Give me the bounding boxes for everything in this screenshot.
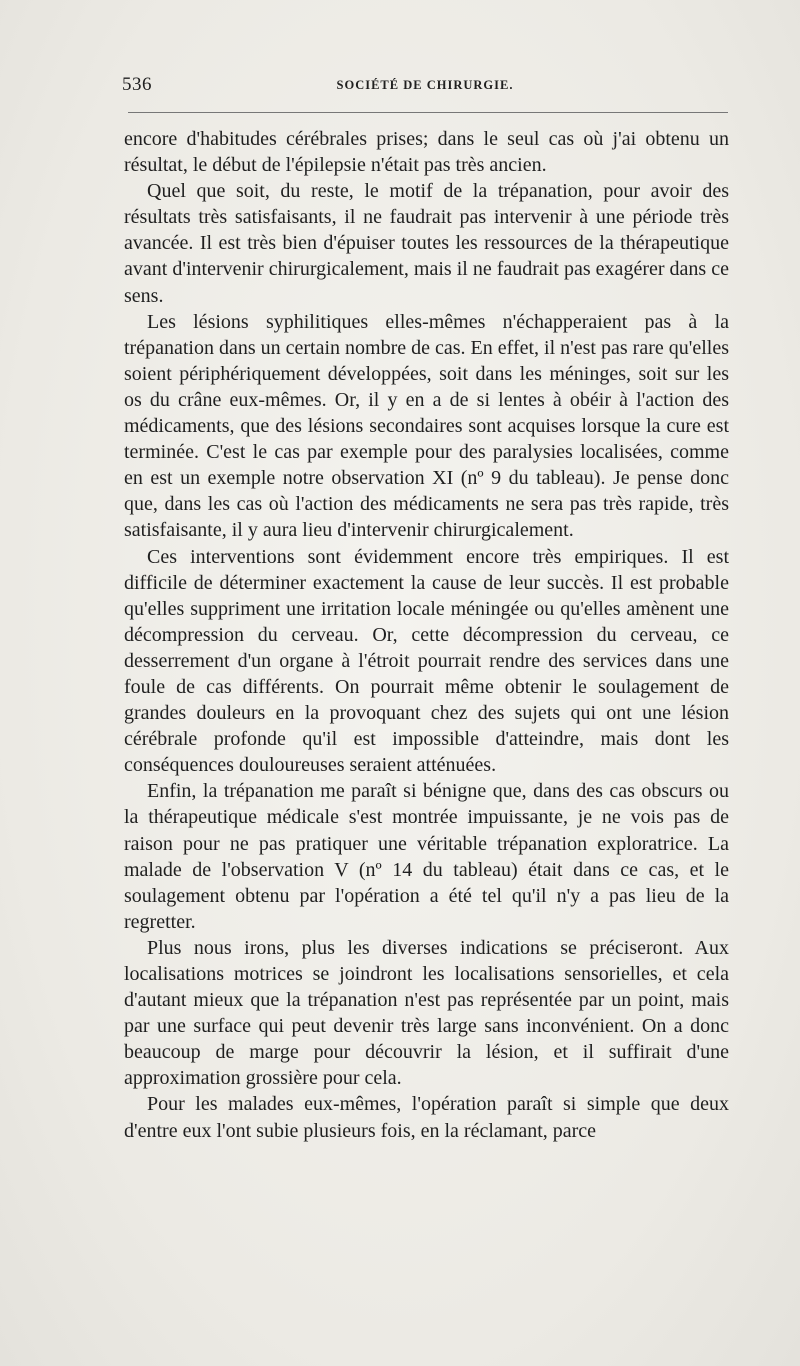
- paragraph: Plus nous irons, plus les diverses indications se préciseront. Aux localisations motrices se joindront les localisations sensorielles, et cela d'autant mieux que la trépanation n'est pas représentée par un point, mais par une surface qui peut devenir très large sans inconvénient. On a donc beaucoup de marge pour découvrir la lésion, et il suffirait d'une approximation grossière pour cela.: [124, 936, 729, 1090]
- paragraph: Quel que soit, du reste, le motif de la trépanation, pour avoir des résultats très satisfaisants, il ne faudrait pas intervenir à une période très avancée. Il est très bien d'épuiser toutes les ressources de la thérapeutique avant d'intervenir chirurgicalement, mais il ne faudrait pas exagérer dans ce sens.: [124, 180, 729, 307]
- paragraph: Enfin, la trépanation me paraît si bénigne que, dans des cas obscurs ou la thérapeutique médicale s'est montrée impuissante, je ne vois pas de raison pour ne pas pratiquer une véritable trépanation exploratrice. La malade de l'observation V (nº 14 du tableau) était dans ce cas, et le soulagement obtenu par l'opération a été tel qu'il n'y a pas lieu de la regretter.: [124, 780, 729, 933]
- paragraph: Pour les malades eux-mêmes, l'opération paraît si simple que deux d'entre eux l'ont subie plusieurs fois, en la réclamant, parce: [124, 1093, 729, 1142]
- paragraph: Les lésions syphilitiques elles-mêmes n'échapperaient pas à la trépanation dans un certain nombre de cas. En effet, il n'est pas rare qu'elles soient périphériquement développées, soit dans les méninges, soit sur les os du crâne eux-mêmes. Or, il y en a de si lentes à obéir à l'action des médicaments, que des lésions secondaires sont acquises lorsque la cure est terminée. C'est le cas par exemple pour des paralysies localisées, comme en est un exemple notre observation XI (nº 9 du tableau). Je pense donc que, dans les cas où l'action des médicaments ne sera pas très rapide, très satisfaisante, il y aura lieu d'intervenir chirurgicalement.: [124, 310, 729, 542]
- paragraph-continuation: encore d'habitudes cérébrales prises; dans le seul cas où j'ai obtenu un résultat, le début de l'épilepsie n'était pas très ancien.: [124, 128, 729, 177]
- header-rule: [128, 112, 728, 113]
- running-title: SOCIÉTÉ DE CHIRURGIE.: [336, 78, 514, 92]
- body-text: [124, 126, 729, 1144]
- paragraph: Ces interventions sont évidemment encore très empiriques. Il est difficile de déterminer exactement la cause de leur succès. Il est probable qu'elles suppriment une irritation locale méningée ou qu'elles amènent une décompression du cerveau. Or, cette décompression du cerveau, ce desserrement d'un organe à l'étroit pourrait rendre des services dans une foule de cas différents. On pourrait même obtenir le soulagement de grandes douleurs en la provoquant chez des sujets qui ont une lésion cérébrale profonde qu'il est impossible d'atteindre, mais dont les conséquences douloureuses seraient atténuées.: [124, 545, 729, 777]
- page-number: 536: [122, 74, 152, 95]
- page-header: [122, 74, 728, 104]
